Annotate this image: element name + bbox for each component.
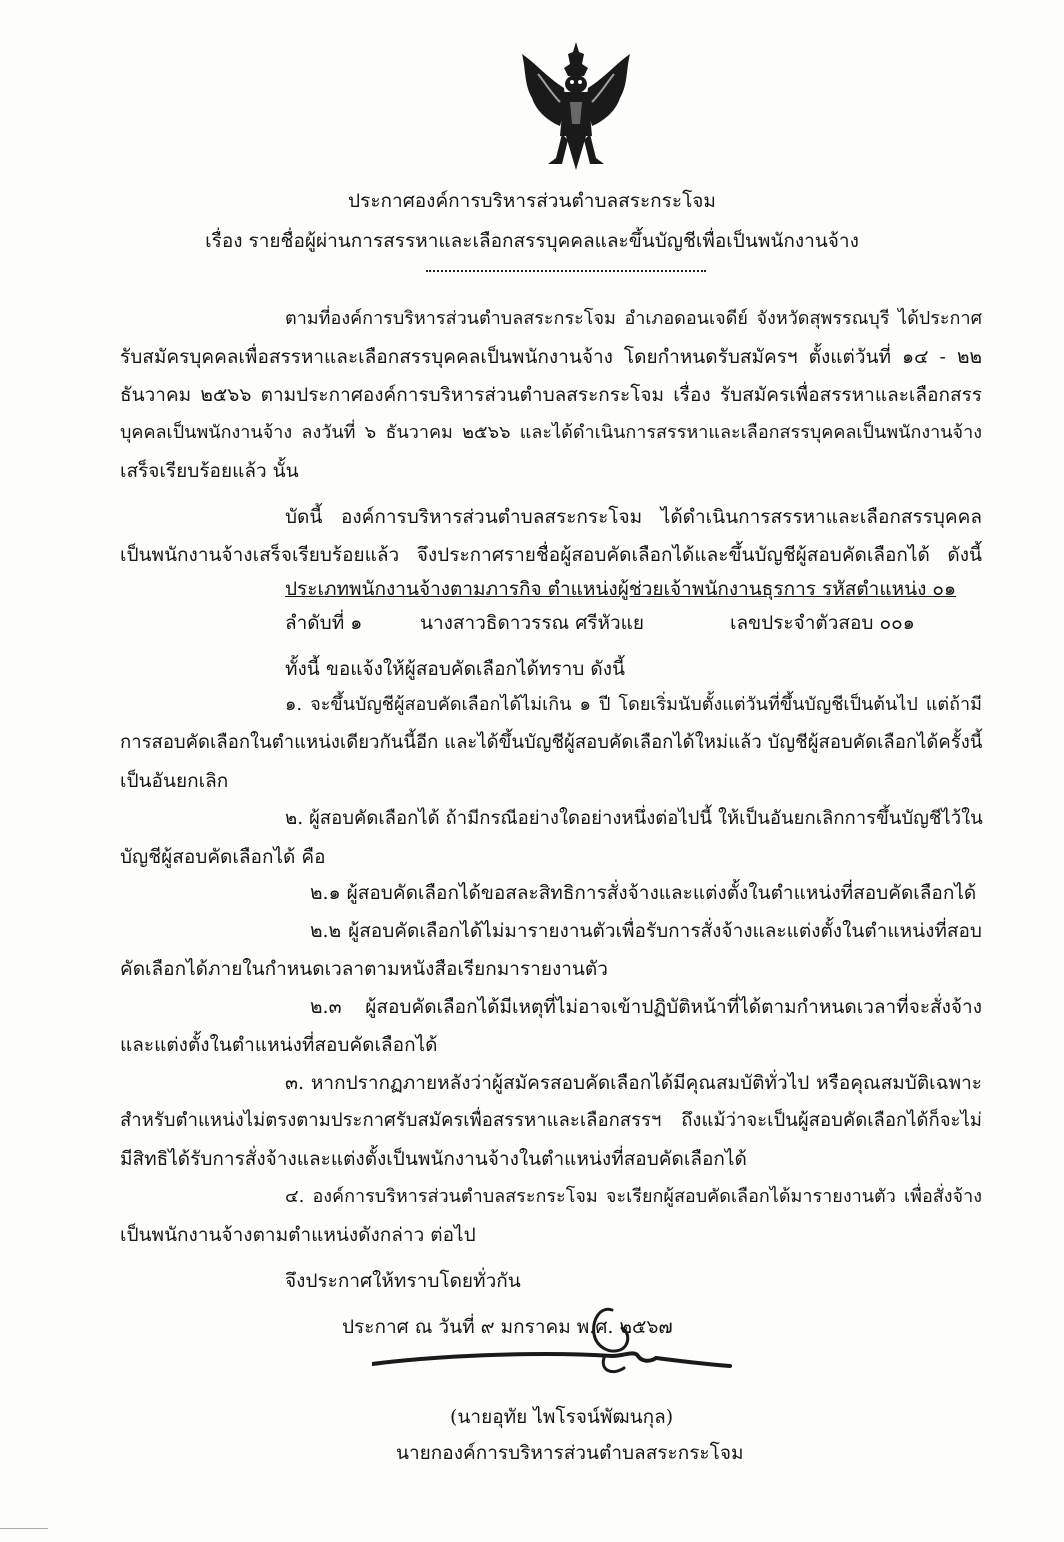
- announce-line: เป็นพนักงานจ้างเสร็จเรียบร้อยแล้ว จึงประกาศรายชื่อผู้สอบคัดเลือกได้และขึ้นบัญชีผู้สอบคัดเลือกได้ ดังนี้: [120, 544, 982, 566]
- announcement-date: ประกาศ ณ วันที่ ๙ มกราคม พ.ศ. ๒๕๖๗: [342, 1316, 673, 1338]
- intro-line: เสร็จเรียบร้อยแล้ว นั้น: [120, 460, 299, 482]
- intro-line: ธันวาคม ๒๕๖๖ ตามประกาศองค์การบริหารส่วนตำบลสระกระโจม เรื่อง รับสมัครเพื่อสรรหาและเลือกสรร: [120, 384, 982, 406]
- notice-item-2: ๒. ผู้สอบคัดเลือกได้ ถ้ามีกรณีอย่างใดอย่างหนึ่งต่อไปนี้ ให้เป็นอันยกเลิกการขึ้นบัญชีไว้ใน: [285, 808, 983, 829]
- notice-item-1: เป็นอันยกเลิก: [120, 770, 229, 792]
- notice-item-2: บัญชีผู้สอบคัดเลือกได้ คือ: [120, 846, 326, 868]
- dotted-divider: [426, 270, 706, 272]
- notice-item-2-2: คัดเลือกได้ภายในกำหนดเวลาตามหนังสือเรียกมารายงานตัว: [120, 958, 608, 980]
- notice-item-3: สำหรับตำแหน่งไม่ตรงตามประกาศรับสมัครเพื่อสรรหาและเลือกสรรฯ ถึงแม้ว่าจะเป็นผู้สอบคัดเลือกได้ก็จะไม่: [120, 1110, 982, 1131]
- candidate-name: นางสาวธิดาวรรณ ศรีหัวแย: [420, 612, 645, 634]
- announcement-title: ประกาศองค์การบริหารส่วนตำบลสระกระโจม: [348, 190, 716, 212]
- notice-item-3: ๓. หากปรากฏภายหลังว่าผู้สมัครสอบคัดเลือกได้มีคุณสมบัติทั่วไป หรือคุณสมบัติเฉพาะ: [285, 1072, 982, 1094]
- notice-item-4: ๔. องค์การบริหารส่วนตำบลสระกระโจม จะเรียกผู้สอบคัดเลือกได้มารายงานตัว เพื่อสั่งจ้าง: [285, 1186, 982, 1207]
- notice-item-1: การสอบคัดเลือกในตำแหน่งเดียวกันนี้อีก และได้ขึ้นบัญชีผู้สอบคัดเลือกได้ใหม่แล้ว บัญชีผู้สอบคัดเลือกได้ครั้งนี้: [120, 732, 983, 753]
- notice-item-3: มีสิทธิได้รับการสั่งจ้างและแต่งตั้งเป็นพนักงานจ้างในตำแหน่งที่สอบคัดเลือกได้: [120, 1148, 747, 1170]
- notice-item-4: เป็นพนักงานจ้างตามตำแหน่งดังกล่าว ต่อไป: [120, 1224, 476, 1246]
- announcement-subject: เรื่อง รายชื่อผู้ผ่านการสรรหาและเลือกสรรบุคคลและขึ้นบัญชีเพื่อเป็นพนักงานจ้าง: [205, 230, 859, 252]
- intro-line: ตามที่องค์การบริหารส่วนตำบลสระกระโจม อำเภอดอนเจดีย์ จังหวัดสุพรรณบุรี ได้ประกาศ: [285, 308, 982, 329]
- signer-name: (นายอุทัย ไพโรจน์พัฒนกุล): [450, 1406, 674, 1428]
- page-edge-mark: [0, 1528, 48, 1529]
- notice-item-2-1: ๒.๑ ผู้สอบคัดเลือกได้ขอสละสิทธิการสั่งจ้างและแต่งตั้งในตำแหน่งที่สอบคัดเลือกได้: [310, 882, 977, 904]
- intro-line: รับสมัครบุคคลเพื่อสรรหาและเลือกสรรบุคคลเป็นพนักงานจ้าง โดยกำหนดรับสมัครฯ ตั้งแต่วันที่ ๑๔ - ๒๒: [120, 346, 982, 368]
- candidate-exam-id: เลขประจำตัวสอบ ๐๐๑: [730, 612, 915, 634]
- notice-item-2-2: ๒.๒ ผู้สอบคัดเลือกได้ไม่มารายงานตัวเพื่อรับการสั่งจ้างและแต่งตั้งในตำแหน่งที่สอบ: [310, 920, 982, 942]
- notice-item-2-3: ๒.๓ ผู้สอบคัดเลือกได้มีเหตุที่ไม่อาจเข้าปฏิบัติหน้าที่ได้ตามกำหนดเวลาที่จะสั่งจ้าง: [310, 996, 982, 1018]
- notice-item-2-3: และแต่งตั้งในตำแหน่งที่สอบคัดเลือกได้: [120, 1034, 438, 1056]
- garuda-emblem-icon: [512, 40, 640, 176]
- notice-intro: ทั้งนี้ ขอแจ้งให้ผู้สอบคัดเลือกได้ทราบ ดังนี้: [285, 658, 625, 680]
- handwritten-signature: [372, 1298, 732, 1390]
- signer-title: นายกองค์การบริหารส่วนตำบลสระกระโจม: [396, 1442, 744, 1464]
- notice-item-1: ๑. จะขึ้นบัญชีผู้สอบคัดเลือกได้ไม่เกิน ๑ ปี โดยเริ่มนับตั้งแต่วันที่ขึ้นบัญชีเป็นต้นไป แต่ถ้ามี: [285, 694, 982, 715]
- candidate-rank: ลำดับที่ ๑: [285, 612, 363, 634]
- closing-line: จึงประกาศให้ทราบโดยทั่วกัน: [285, 1270, 521, 1292]
- intro-line: บุคคลเป็นพนักงานจ้าง ลงวันที่ ๖ ธันวาคม ๒๕๖๖ และได้ดำเนินการสรรหาและเลือกสรรบุคคลเป็นพนักงานจ้าง: [120, 422, 982, 443]
- position-heading: ประเภทพนักงานจ้างตามภารกิจ ตำแหน่งผู้ช่วยเจ้าพนักงานธุรการ รหัสตำแหน่ง ๐๑: [285, 578, 957, 600]
- announce-line: บัดนี้ องค์การบริหารส่วนตำบลสระกระโจม ได้ดำเนินการสรรหาและเลือกสรรบุคคล: [285, 506, 982, 528]
